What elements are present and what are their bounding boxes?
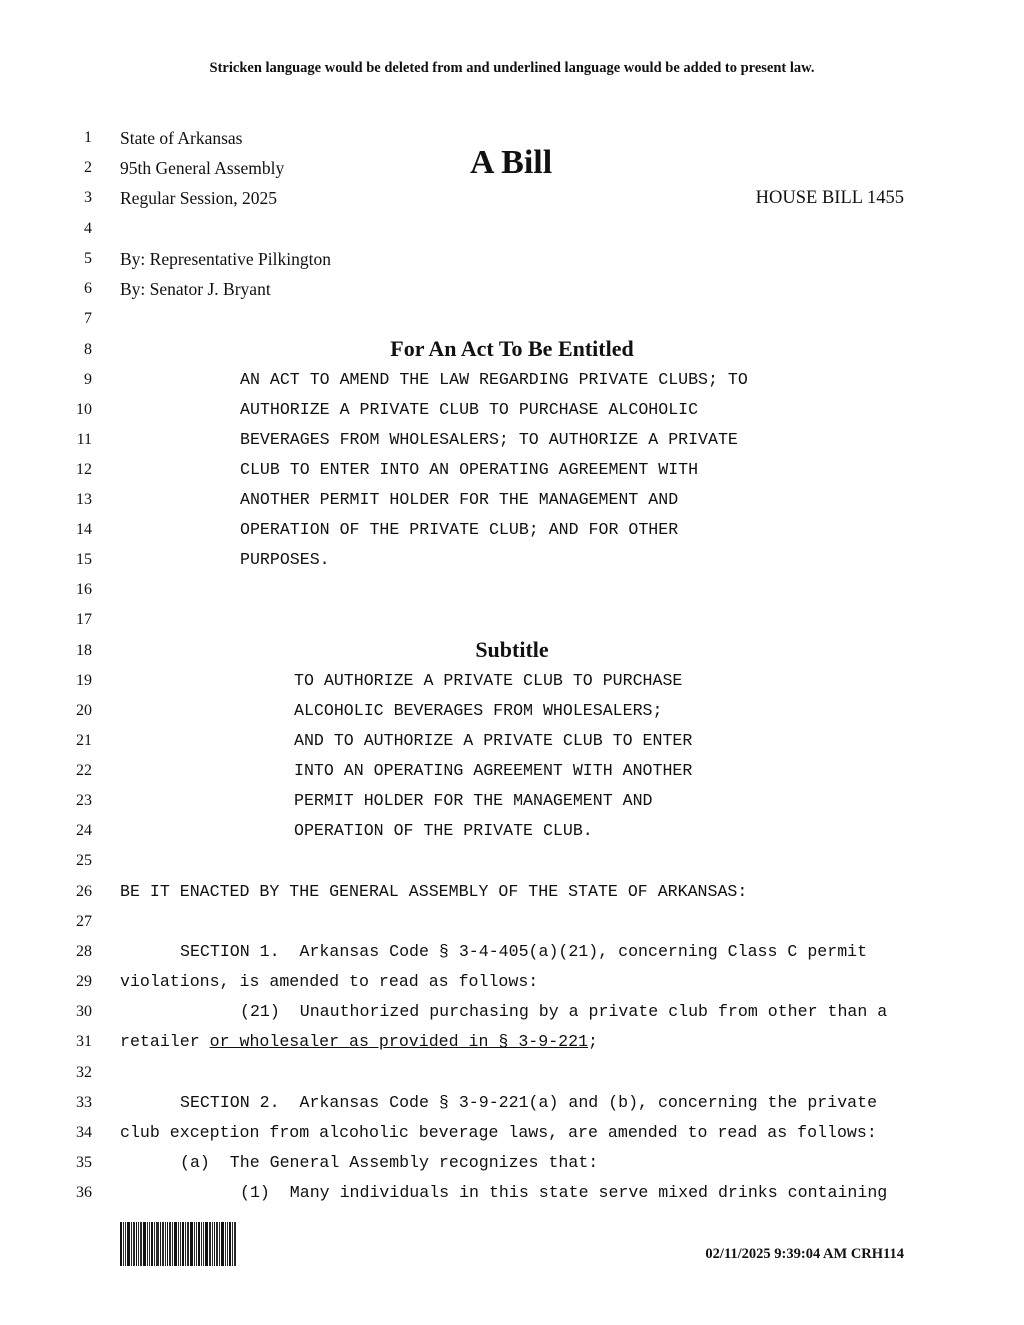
line-number: 22	[76, 762, 92, 779]
section-1-text: (21) Unauthorized purchasing by a private club from other than a	[240, 1002, 888, 1021]
line-number: 6	[84, 280, 92, 297]
document-timestamp: 02/11/2025 9:39:04 AM CRH114	[705, 1246, 904, 1262]
line-number: 13	[76, 491, 92, 508]
line-number: 24	[76, 822, 92, 839]
title-heading: For An Act To Be Entitled	[390, 336, 634, 361]
line-number: 26	[76, 883, 92, 900]
line-number: 1	[84, 129, 92, 146]
line-number: 32	[76, 1064, 92, 1081]
barcode-icon	[120, 1222, 250, 1266]
line-number: 33	[76, 1094, 92, 1111]
enacting-clause: BE IT ENACTED BY THE GENERAL ASSEMBLY OF THE STATE OF ARKANSAS:	[120, 882, 748, 901]
title-line: CLUB TO ENTER INTO AN OPERATING AGREEMENT WITH	[240, 460, 699, 479]
line-number: 20	[76, 702, 92, 719]
section-2-text: (1) Many individuals in this state serve mixed drinks containing	[240, 1183, 888, 1202]
line-number: 36	[76, 1184, 92, 1201]
subtitle-heading: Subtitle	[475, 637, 549, 662]
line-number: 21	[76, 732, 92, 749]
subtitle-line: AND TO AUTHORIZE A PRIVATE CLUB TO ENTER	[294, 731, 693, 750]
document-type: A Bill	[470, 144, 553, 181]
line-number: 29	[76, 973, 92, 990]
bill-number: HOUSE BILL 1455	[755, 188, 904, 208]
plain-text: ;	[588, 1032, 598, 1051]
line-number: 25	[76, 852, 92, 869]
sponsor-senator: By: Senator J. Bryant	[120, 279, 271, 299]
line-number: 15	[76, 551, 92, 568]
line-number: 9	[84, 371, 92, 388]
title-line: OPERATION OF THE PRIVATE CLUB; AND FOR OTHER	[240, 520, 679, 539]
line-number: 7	[84, 310, 92, 327]
subtitle-line: TO AUTHORIZE A PRIVATE CLUB TO PURCHASE	[294, 671, 683, 690]
line-number: 17	[76, 611, 92, 628]
title-line: PURPOSES.	[240, 550, 330, 569]
line-number: 10	[76, 401, 92, 418]
line-number: 27	[76, 913, 92, 930]
line-number: 19	[76, 672, 92, 689]
line-number: 16	[76, 581, 92, 598]
subtitle-line: ALCOHOLIC BEVERAGES FROM WHOLESALERS;	[294, 701, 663, 720]
line-number: 8	[84, 341, 92, 358]
line-number: 31	[76, 1033, 92, 1050]
sponsor-representative: By: Representative Pilkington	[120, 249, 331, 269]
subtitle-line: OPERATION OF THE PRIVATE CLUB.	[294, 821, 593, 840]
section-1-text: violations, is amended to read as follows:	[120, 972, 539, 991]
section-1-amended-line	[120, 1032, 598, 1052]
line-number: 12	[76, 461, 92, 478]
line-number: 3	[84, 189, 92, 206]
line-number: 5	[84, 250, 92, 267]
line-number: 35	[76, 1154, 92, 1171]
session: Regular Session, 2025	[120, 188, 278, 208]
section-2-text: SECTION 2. Arkansas Code § 3-9-221(a) and (b), concerning the private	[180, 1093, 878, 1112]
title-line: AUTHORIZE A PRIVATE CLUB TO PURCHASE ALCOHOLIC	[240, 400, 699, 419]
plain-text: retailer	[120, 1032, 210, 1051]
subtitle-line: PERMIT HOLDER FOR THE MANAGEMENT AND	[294, 791, 653, 810]
section-1-text: SECTION 1. Arkansas Code § 3-4-405(a)(21), concerning Class C permit	[180, 942, 868, 961]
section-2-text: club exception from alcoholic beverage laws, are amended to read as follows:	[120, 1123, 877, 1142]
line-number: 30	[76, 1003, 92, 1020]
underlined-added-text: or wholesaler as provided in § 3-9-221	[209, 1032, 589, 1051]
line-number: 18	[76, 642, 92, 659]
line-number: 2	[84, 159, 92, 176]
section-2-text: (a) The General Assembly recognizes that:	[180, 1153, 599, 1172]
line-number: 4	[84, 220, 92, 237]
title-line: AN ACT TO AMEND THE LAW REGARDING PRIVATE CLUBS; TO	[240, 370, 748, 389]
line-number: 34	[76, 1124, 92, 1141]
subtitle-line: INTO AN OPERATING AGREEMENT WITH ANOTHER	[294, 761, 693, 780]
line-number: 28	[76, 943, 92, 960]
amendment-notice: Stricken language would be deleted from and underlined language would be added to present law.	[209, 60, 815, 76]
state-name: State of Arkansas	[120, 128, 243, 148]
general-assembly: 95th General Assembly	[120, 158, 285, 178]
line-number: 14	[76, 521, 92, 538]
line-number: 11	[76, 431, 92, 448]
title-line: BEVERAGES FROM WHOLESALERS; TO AUTHORIZE A PRIVATE	[240, 430, 738, 449]
line-number: 23	[76, 792, 92, 809]
title-line: ANOTHER PERMIT HOLDER FOR THE MANAGEMENT AND	[240, 490, 679, 509]
